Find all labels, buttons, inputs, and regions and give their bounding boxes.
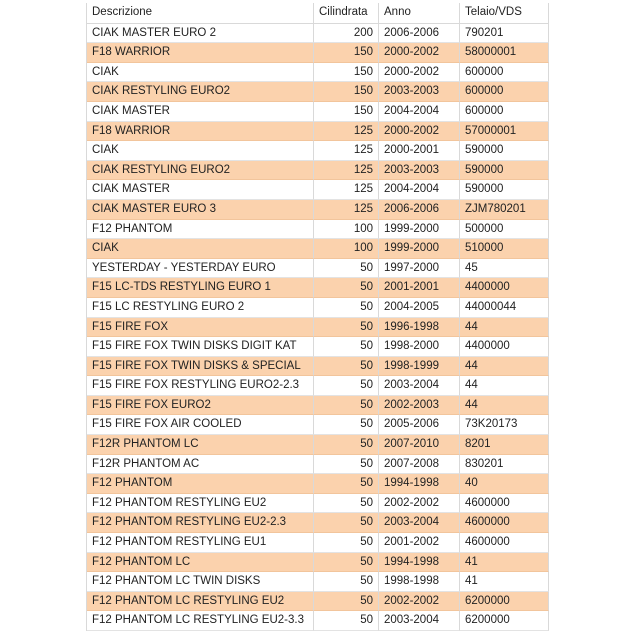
cell-anno: 2003-2003 bbox=[379, 161, 460, 181]
cell-descrizione: F12 PHANTOM LC TWIN DISKS bbox=[87, 572, 314, 592]
cell-cilindrata: 50 bbox=[314, 396, 379, 416]
column-header-descrizione[interactable]: Descrizione bbox=[87, 3, 314, 23]
cell-anno: 2004-2005 bbox=[379, 298, 460, 318]
cell-cilindrata: 50 bbox=[314, 474, 379, 494]
cell-descrizione: F15 FIRE FOX RESTYLING EURO2-2.3 bbox=[87, 376, 314, 396]
cell-cilindrata: 150 bbox=[314, 43, 379, 63]
cell-descrizione: CIAK bbox=[87, 63, 314, 83]
cell-anno: 2002-2002 bbox=[379, 592, 460, 612]
vehicle-table bbox=[86, 3, 549, 631]
cell-cilindrata: 100 bbox=[314, 220, 379, 240]
cell-cilindrata: 125 bbox=[314, 122, 379, 142]
cell-anno: 2002-2003 bbox=[379, 396, 460, 416]
cell-descrizione: F12R PHANTOM AC bbox=[87, 455, 314, 475]
cell-anno: 2003-2004 bbox=[379, 611, 460, 631]
cell-anno: 2007-2008 bbox=[379, 455, 460, 475]
table-row[interactable] bbox=[87, 513, 549, 533]
cell-telaio: 73K20173 bbox=[460, 415, 549, 435]
cell-telaio: 41 bbox=[460, 572, 549, 592]
cell-descrizione: F12R PHANTOM LC bbox=[87, 435, 314, 455]
cell-anno: 2005-2006 bbox=[379, 415, 460, 435]
table-row[interactable] bbox=[87, 259, 549, 279]
cell-cilindrata: 100 bbox=[314, 239, 379, 259]
table-row[interactable] bbox=[87, 337, 549, 357]
cell-anno: 1994-1998 bbox=[379, 474, 460, 494]
cell-telaio: 600000 bbox=[460, 82, 549, 102]
table-body bbox=[87, 24, 549, 631]
cell-cilindrata: 50 bbox=[314, 435, 379, 455]
cell-telaio: 58000001 bbox=[460, 43, 549, 63]
cell-anno: 1998-1998 bbox=[379, 572, 460, 592]
table-row[interactable] bbox=[87, 357, 549, 377]
cell-cilindrata: 50 bbox=[314, 513, 379, 533]
cell-telaio: 590000 bbox=[460, 161, 549, 181]
cell-cilindrata: 50 bbox=[314, 572, 379, 592]
cell-cilindrata: 200 bbox=[314, 24, 379, 44]
table-row[interactable] bbox=[87, 396, 549, 416]
cell-descrizione: F12 PHANTOM RESTYLING EU2 bbox=[87, 494, 314, 514]
cell-anno: 2000-2001 bbox=[379, 141, 460, 161]
cell-descrizione: F15 LC RESTYLING EURO 2 bbox=[87, 298, 314, 318]
cell-anno: 2000-2002 bbox=[379, 63, 460, 83]
cell-telaio: 600000 bbox=[460, 63, 549, 83]
cell-telaio: ZJM780201 bbox=[460, 200, 549, 220]
cell-telaio: 790201 bbox=[460, 24, 549, 44]
cell-descrizione: CIAK MASTER bbox=[87, 180, 314, 200]
column-header-telaio[interactable]: Telaio/VDS bbox=[460, 3, 549, 23]
cell-cilindrata: 50 bbox=[314, 494, 379, 514]
cell-descrizione: F12 PHANTOM LC RESTYLING EU2 bbox=[87, 592, 314, 612]
table-row[interactable] bbox=[87, 455, 549, 475]
table-row[interactable] bbox=[87, 63, 549, 83]
cell-descrizione: CIAK MASTER EURO 2 bbox=[87, 24, 314, 44]
table-row[interactable] bbox=[87, 141, 549, 161]
cell-cilindrata: 50 bbox=[314, 455, 379, 475]
cell-telaio: 44 bbox=[460, 376, 549, 396]
cell-descrizione: F12 PHANTOM LC bbox=[87, 553, 314, 573]
cell-descrizione: CIAK MASTER EURO 3 bbox=[87, 200, 314, 220]
cell-descrizione: F15 FIRE FOX TWIN DISKS & SPECIAL bbox=[87, 357, 314, 377]
cell-telaio: 4600000 bbox=[460, 533, 549, 553]
cell-anno: 1998-1999 bbox=[379, 357, 460, 377]
cell-cilindrata: 50 bbox=[314, 553, 379, 573]
cell-descrizione: CIAK RESTYLING EURO2 bbox=[87, 82, 314, 102]
cell-telaio: 41 bbox=[460, 553, 549, 573]
cell-anno: 2004-2004 bbox=[379, 102, 460, 122]
cell-cilindrata: 50 bbox=[314, 415, 379, 435]
cell-anno: 2004-2004 bbox=[379, 180, 460, 200]
cell-telaio: 510000 bbox=[460, 239, 549, 259]
table-row[interactable] bbox=[87, 24, 549, 44]
cell-cilindrata: 50 bbox=[314, 592, 379, 612]
cell-descrizione: F12 PHANTOM RESTYLING EU1 bbox=[87, 533, 314, 553]
cell-telaio: 830201 bbox=[460, 455, 549, 475]
cell-anno: 2001-2001 bbox=[379, 278, 460, 298]
cell-descrizione: CIAK bbox=[87, 141, 314, 161]
cell-descrizione: F12 PHANTOM bbox=[87, 474, 314, 494]
cell-cilindrata: 150 bbox=[314, 102, 379, 122]
cell-cilindrata: 125 bbox=[314, 180, 379, 200]
cell-telaio: 44 bbox=[460, 318, 549, 338]
table-row[interactable] bbox=[87, 376, 549, 396]
cell-anno: 2003-2004 bbox=[379, 376, 460, 396]
cell-cilindrata: 50 bbox=[314, 318, 379, 338]
cell-descrizione: CIAK MASTER bbox=[87, 102, 314, 122]
cell-cilindrata: 50 bbox=[314, 376, 379, 396]
cell-anno: 2003-2003 bbox=[379, 82, 460, 102]
cell-descrizione: F15 FIRE FOX EURO2 bbox=[87, 396, 314, 416]
cell-descrizione: F15 FIRE FOX AIR COOLED bbox=[87, 415, 314, 435]
cell-anno: 1997-2000 bbox=[379, 259, 460, 279]
cell-descrizione: F18 WARRIOR bbox=[87, 122, 314, 142]
cell-anno: 1996-1998 bbox=[379, 318, 460, 338]
cell-telaio: 4400000 bbox=[460, 278, 549, 298]
column-header-cilindrata[interactable]: Cilindrata bbox=[314, 3, 379, 23]
cell-cilindrata: 150 bbox=[314, 82, 379, 102]
cell-descrizione: F15 LC-TDS RESTYLING EURO 1 bbox=[87, 278, 314, 298]
cell-cilindrata: 50 bbox=[314, 259, 379, 279]
cell-telaio: 57000001 bbox=[460, 122, 549, 142]
cell-cilindrata: 50 bbox=[314, 278, 379, 298]
cell-telaio: 6200000 bbox=[460, 592, 549, 612]
cell-cilindrata: 50 bbox=[314, 611, 379, 631]
table-row[interactable] bbox=[87, 122, 549, 142]
cell-telaio: 590000 bbox=[460, 141, 549, 161]
cell-descrizione: F15 FIRE FOX TWIN DISKS DIGIT KAT bbox=[87, 337, 314, 357]
column-header-anno[interactable]: Anno bbox=[379, 3, 460, 23]
table-row[interactable] bbox=[87, 318, 549, 338]
table-row[interactable] bbox=[87, 161, 549, 181]
cell-anno: 2001-2002 bbox=[379, 533, 460, 553]
cell-cilindrata: 150 bbox=[314, 63, 379, 83]
cell-telaio: 4400000 bbox=[460, 337, 549, 357]
table-row[interactable] bbox=[87, 239, 549, 259]
table-row[interactable] bbox=[87, 474, 549, 494]
table-row[interactable] bbox=[87, 180, 549, 200]
cell-cilindrata: 125 bbox=[314, 141, 379, 161]
table-row[interactable] bbox=[87, 102, 549, 122]
cell-telaio: 40 bbox=[460, 474, 549, 494]
cell-telaio: 44 bbox=[460, 396, 549, 416]
cell-anno: 2006-2006 bbox=[379, 200, 460, 220]
table-row[interactable] bbox=[87, 611, 549, 631]
cell-anno: 1999-2000 bbox=[379, 220, 460, 240]
cell-anno: 1998-2000 bbox=[379, 337, 460, 357]
cell-anno: 2007-2010 bbox=[379, 435, 460, 455]
cell-cilindrata: 50 bbox=[314, 357, 379, 377]
table-row[interactable] bbox=[87, 200, 549, 220]
cell-telaio: 600000 bbox=[460, 102, 549, 122]
cell-telaio: 500000 bbox=[460, 220, 549, 240]
cell-telaio: 6200000 bbox=[460, 611, 549, 631]
cell-anno: 1994-1998 bbox=[379, 553, 460, 573]
table-row[interactable] bbox=[87, 572, 549, 592]
cell-telaio: 45 bbox=[460, 259, 549, 279]
table-row[interactable] bbox=[87, 278, 549, 298]
table-row[interactable] bbox=[87, 435, 549, 455]
cell-telaio: 8201 bbox=[460, 435, 549, 455]
cell-anno: 2002-2002 bbox=[379, 494, 460, 514]
table-row[interactable] bbox=[87, 592, 549, 612]
cell-descrizione: CIAK bbox=[87, 239, 314, 259]
cell-cilindrata: 125 bbox=[314, 200, 379, 220]
cell-descrizione: CIAK RESTYLING EURO2 bbox=[87, 161, 314, 181]
cell-descrizione: F18 WARRIOR bbox=[87, 43, 314, 63]
cell-telaio: 4600000 bbox=[460, 513, 549, 533]
cell-descrizione: F15 FIRE FOX bbox=[87, 318, 314, 338]
cell-anno: 2000-2002 bbox=[379, 122, 460, 142]
cell-descrizione: F12 PHANTOM RESTYLING EU2-2.3 bbox=[87, 513, 314, 533]
cell-telaio: 44 bbox=[460, 357, 549, 377]
cell-anno: 2003-2004 bbox=[379, 513, 460, 533]
cell-descrizione: F12 PHANTOM bbox=[87, 220, 314, 240]
cell-telaio: 590000 bbox=[460, 180, 549, 200]
table-row[interactable] bbox=[87, 415, 549, 435]
table-row[interactable] bbox=[87, 533, 549, 553]
cell-cilindrata: 50 bbox=[314, 533, 379, 553]
table-row[interactable] bbox=[87, 82, 549, 102]
cell-cilindrata: 125 bbox=[314, 161, 379, 181]
cell-descrizione: YESTERDAY - YESTERDAY EURO bbox=[87, 259, 314, 279]
cell-anno: 2000-2002 bbox=[379, 43, 460, 63]
cell-telaio: 4600000 bbox=[460, 494, 549, 514]
table-row[interactable] bbox=[87, 494, 549, 514]
cell-descrizione: F12 PHANTOM LC RESTYLING EU2-3.3 bbox=[87, 611, 314, 631]
table-row[interactable] bbox=[87, 43, 549, 63]
cell-anno: 2006-2006 bbox=[379, 24, 460, 44]
cell-anno: 1999-2000 bbox=[379, 239, 460, 259]
cell-cilindrata: 50 bbox=[314, 337, 379, 357]
cell-cilindrata: 50 bbox=[314, 298, 379, 318]
table-row[interactable] bbox=[87, 553, 549, 573]
table-row[interactable] bbox=[87, 298, 549, 318]
table-header bbox=[87, 3, 549, 24]
table-row[interactable] bbox=[87, 220, 549, 240]
cell-telaio: 44000044 bbox=[460, 298, 549, 318]
